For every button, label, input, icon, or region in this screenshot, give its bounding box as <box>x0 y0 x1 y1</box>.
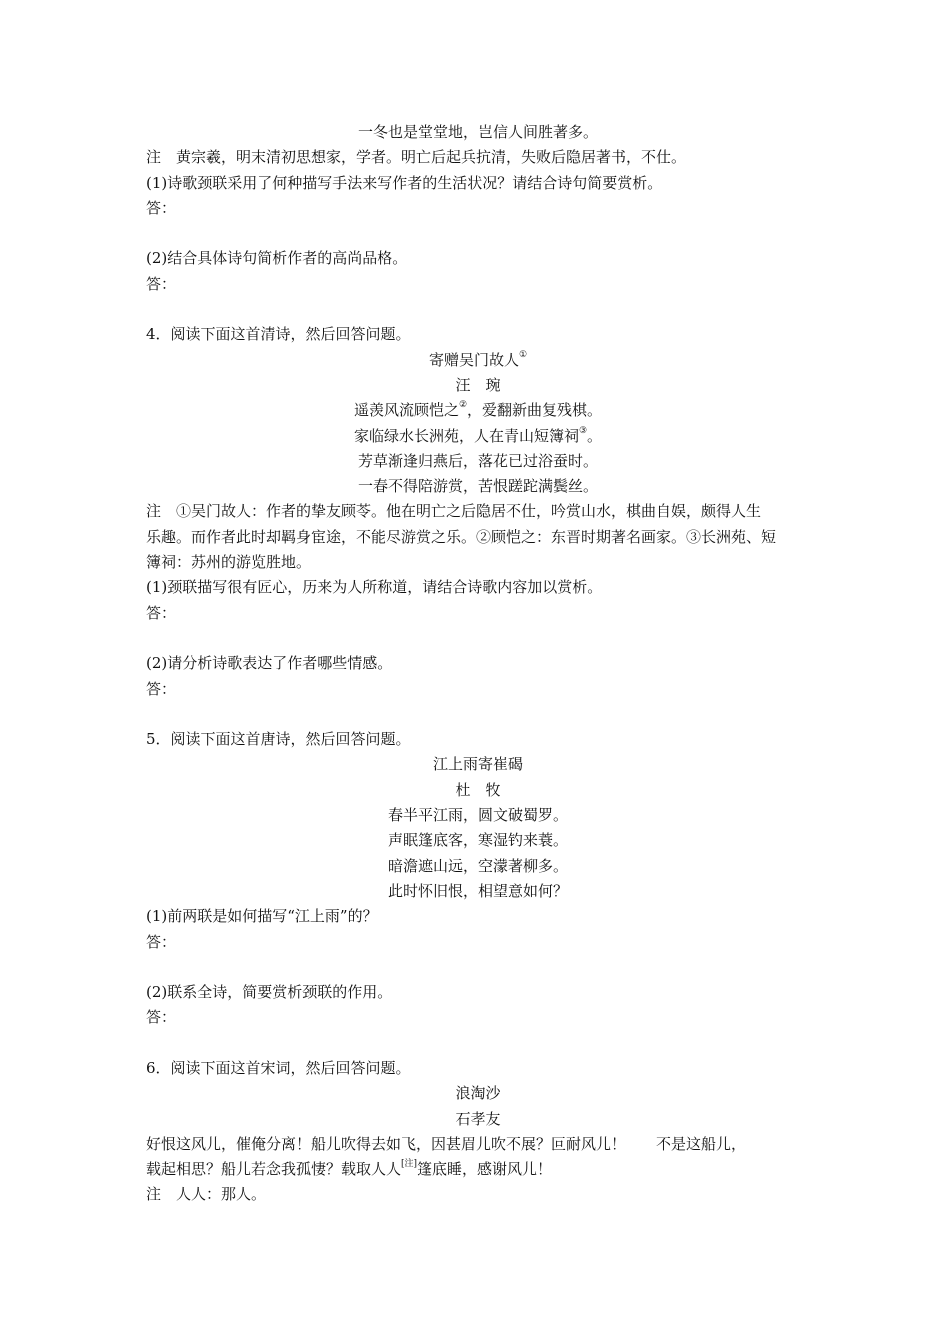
poem-line-text: ，爱翻新曲复残棋。 <box>467 401 603 420</box>
poem-note: 注 黄宗羲，明末清初思想家，学者。明亡后起兵抗清，失败后隐居著书，不仕。 <box>146 148 687 167</box>
section-heading: 6．阅读下面这首宋词，然后回答问题。 <box>146 1058 411 1077</box>
poem-title: 浪淘沙 <box>455 1084 501 1103</box>
footnote-mark: ① <box>518 349 528 360</box>
poem-note: 乐趣。而作者此时却羁身宦途，不能尽游赏之乐。②顾恺之：东晋时期著名画家。③长洲苑、短 <box>146 527 777 546</box>
answer-space <box>146 702 810 727</box>
poem-line-text: 。 <box>587 426 603 445</box>
answer-space <box>146 297 810 322</box>
ci-body-text: 载起相思？船儿若念我孤悽？载取人人 <box>146 1160 402 1179</box>
answer-label: 答： <box>146 274 177 293</box>
question-2: (2)联系全诗，简要赏析颈联的作用。 <box>146 983 393 1002</box>
poem-line <box>146 398 810 423</box>
ci-body-line: 好恨这风儿，催俺分离！船儿吹得去如飞，因甚眉儿吹不展？叵耐风儿！ 不是这船儿， <box>146 1134 747 1153</box>
question-2: (2)请分析诗歌表达了作者哪些情感。 <box>146 654 393 673</box>
ci-body-text: 篷底睡，感谢风儿！ <box>417 1160 553 1179</box>
poem-line-text: 遥羡风流顾恺之 <box>353 401 459 420</box>
poem-author: 石孝友 <box>455 1109 501 1128</box>
poem-note: 簿祠：苏州的游览胜地。 <box>146 553 312 572</box>
footnote-mark: ② <box>458 400 468 411</box>
poem-title: 江上雨寄崔碣 <box>432 755 523 774</box>
poem-note: 注 人人：那人。 <box>146 1185 267 1204</box>
poem-line: 芳草渐逢归燕后，落花已过浴蚕时。 <box>357 451 598 470</box>
poem-note: 注 ①吴门故人：作者的挚友顾苓。他在明亡之后隐居不仕，吟赏山水，棋曲自娱，颇得人生 <box>146 502 762 521</box>
ci-body-line <box>146 1157 810 1182</box>
answer-space <box>146 955 810 980</box>
poem-author: 杜 牧 <box>455 780 501 799</box>
document-page <box>146 120 810 1208</box>
poem-title-text: 寄赠吴门故人 <box>428 350 519 369</box>
question-1: (1)前两联是如何描写“江上雨”的？ <box>146 907 378 926</box>
answer-label: 答： <box>146 198 177 217</box>
answer-label: 答： <box>146 932 177 951</box>
poem-line: 此时怀旧恨，相望意如何？ <box>387 881 568 900</box>
answer-label: 答： <box>146 603 177 622</box>
poem-line: 一冬也是堂堂地，岂信人间胜著多。 <box>357 123 598 141</box>
poem-line: 暗澹遮山远，空濛著柳多。 <box>387 856 568 875</box>
poem-author: 汪 琬 <box>455 375 501 394</box>
answer-space <box>146 1031 810 1056</box>
footnote-mark: ③ <box>578 425 588 436</box>
poem-line: 一春不得陪游赏，苦恨蹉跎满鬓丝。 <box>357 477 598 496</box>
question-1: (1)诗歌颈联采用了何种描写手法来写作者的生活状况？请结合诗句简要赏析。 <box>146 173 663 192</box>
answer-label: 答： <box>146 1008 177 1027</box>
answer-label: 答： <box>146 679 177 698</box>
poem-title <box>146 348 810 373</box>
footnote-mark: [注] <box>401 1159 418 1170</box>
section-heading: 5．阅读下面这首唐诗，然后回答问题。 <box>146 730 411 749</box>
poem-line: 声眠篷底客，寒湿钓来蓑。 <box>387 831 568 850</box>
answer-space <box>146 221 810 246</box>
poem-line: 春半平江雨，圆文破蜀罗。 <box>387 806 568 825</box>
poem-line-text: 家临绿水长洲苑，人在青山短簿祠 <box>353 426 579 445</box>
question-1: (1)颈联描写很有匠心，历来为人所称道，请结合诗歌内容加以赏析。 <box>146 578 603 597</box>
poem-line <box>146 424 810 449</box>
question-2: (2)结合具体诗句简析作者的高尚品格。 <box>146 249 408 268</box>
answer-space <box>146 626 810 651</box>
section-heading: 4．阅读下面这首清诗，然后回答问题。 <box>146 325 411 344</box>
